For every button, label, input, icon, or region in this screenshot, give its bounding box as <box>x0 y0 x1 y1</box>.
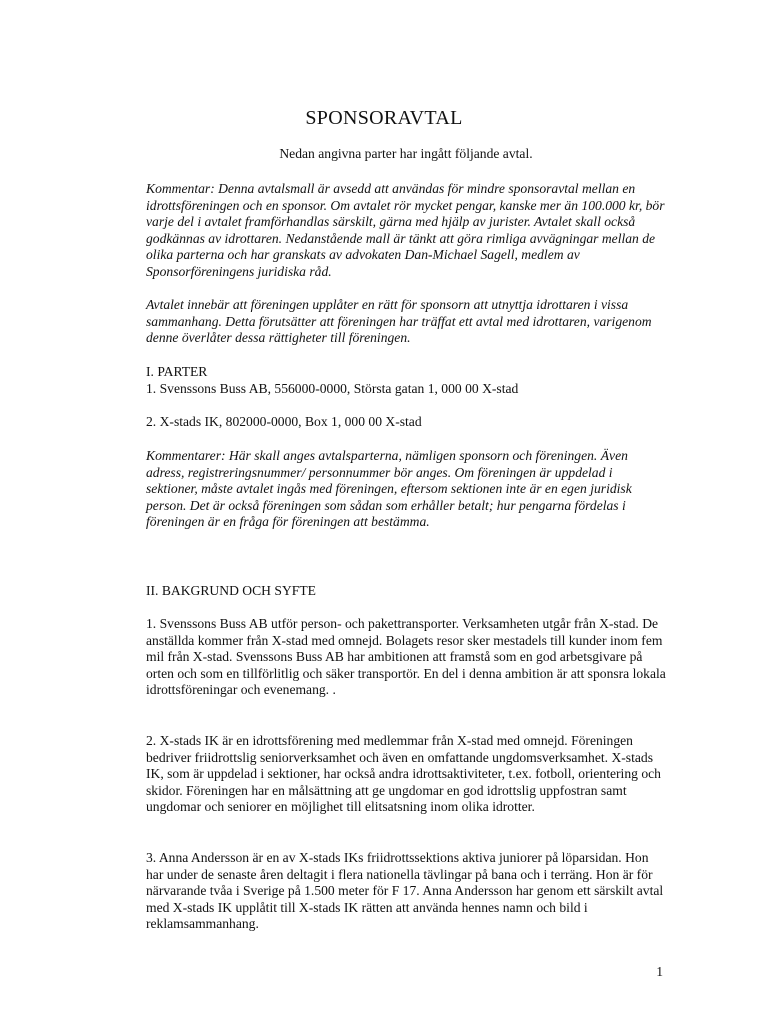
comment-paragraph-1: Kommentar: Denna avtalsmall är avsedd att användas för mindre sponsoravtal mellan en idrottsföreningen och en sponsor. Om avtalet rör mycket pengar, kanske mer än 100.000 kr, bör varje del i avtalet framförhandlas särskilt, gärna med hjälp av jurister. Avtalet skall också godkännas av idrottaren. Nedanstående mall är tänkt att göra rimliga avvägningar mellan de olika parterna och har granskats av advokaten Dan-Michael Sagell, medlem av Sponsorföreningens juridiska råd. <box>146 181 665 279</box>
section-heading-parter: I. PARTER <box>146 364 208 379</box>
party-1: 1. Svenssons Buss AB, 556000-0000, Största gatan 1, 000 00 X-stad <box>146 381 519 396</box>
party-2: 2. X-stads IK, 802000-0000, Box 1, 000 00 X-stad <box>146 414 422 429</box>
intro-line: Nedan angivna parter har ingått följande avtal. <box>279 146 533 161</box>
background-paragraph-3: 3. Anna Andersson är en av X-stads IKs friidrottssektions aktiva juniorer på löparsidan. Hon har under de senaste åren deltagit i flera nationella tävlingar på bana och i terräng. Hon är för närvarande tvåa i Sverige på 1.500 meter för F 17. Anna Andersson har genom ett särskilt avtal med X-stads IK upplåtit till X-stads IK rätten att använda hennes namn och bild i reklamsammanhang. <box>146 850 664 932</box>
document-title: SPONSORAVTAL <box>305 107 463 129</box>
background-paragraph-1: 1. Svenssons Buss AB utför person- och pakettransporter. Verksamheten utgår från X-stad. De anställda kommer från X-stad med omnejd. Bolagets resor sker mestadels till kunder inom fem mil från X-stad. Svenssons Buss AB har ambitionen att framstå som en god arbetsgivare på orten och som en tillförlitlig och säker transportör. En del i denna ambition är att sponsra lokala idrottsföreningar och evenemang. . <box>146 616 666 698</box>
background-paragraph-2: 2. X-stads IK är en idrottsförening med medlemmar från X-stad med omnejd. Föreningen bedriver friidrottslig seniorverksamhet och även en omfattande ungdomsverksamhet. X-stads IK, som är uppdelad i sektioner, har också andra idrottsaktiviteter, t.ex. fotboll, orientering och skidor. Föreningen har en målsättning att ge ungdomar en god idrottslig uppfostran samt ungdomar och seniorer en möjlighet till elitsatsning inom olika idrotter. <box>146 733 661 815</box>
page-number: 1 <box>656 964 663 979</box>
section-heading-bakgrund: II. BAKGRUND OCH SYFTE <box>146 583 316 598</box>
comment-paragraph-2: Avtalet innebär att föreningen upplåter en rätt för sponsorn att utnyttja idrottaren i vissa sammanhang. Detta förutsätter att föreningen har träffat ett avtal med idrottaren, varigenom denne överlåter dessa rättigheter till föreningen. <box>146 297 652 346</box>
comment-paragraph-3: Kommentarer: Här skall anges avtalsparterna, nämligen sponsorn och föreningen. Även adress, registreringsnummer/ personnummer bör anges. Om föreningen är uppdelad i sektioner, måste avtalet ingås med föreningen, eftersom sektionen inte är en egen juridisk person. Det är också föreningen som sådan som erhåller betalt; hur pengarna fördelas i föreningen är en fråga för föreningen att bestämma. <box>146 448 632 530</box>
